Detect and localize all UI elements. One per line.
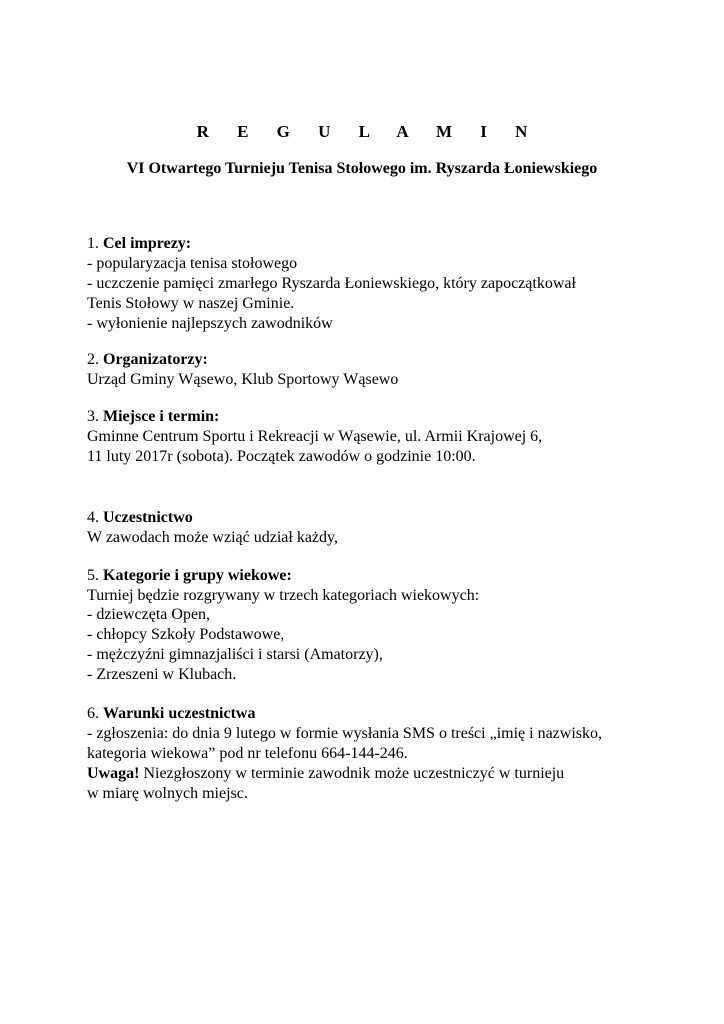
section-5-line: Turniej będzie rozgrywany w trzech kategoriach wiekowych:: [87, 587, 480, 604]
section-2-heading: [87, 350, 208, 370]
section-6-note-line: w miarę wolnych miejsc.: [87, 785, 248, 802]
section-4-line: W zawodach może wziąć udział każdy,: [87, 529, 338, 546]
document-subtitle: VI Otwartego Turnieju Tenisa Stołowego im. Ryszarda Łoniewskiego: [126, 160, 598, 177]
section-heading: Kategorie i grupy wiekowe:: [103, 567, 292, 584]
section-number: 3.: [87, 408, 99, 425]
section-6-heading: [87, 704, 255, 724]
note-text: Niezgłoszony w terminie zawodnik może uczestniczyć w turnieju: [139, 765, 565, 782]
section-4-heading: [87, 508, 193, 528]
section-number: 6.: [87, 705, 99, 722]
section-heading: Organizatorzy:: [103, 351, 208, 368]
section-6-note: [87, 764, 564, 784]
section-6-line: - zgłoszenia: do dnia 9 lutego w formie wysłania SMS o treści „imię i nazwisko,: [87, 725, 602, 742]
section-6-line: kategoria wiekowa” pod nr telefonu 664-144-246.: [87, 745, 408, 762]
section-1-line: - popularyzacja tenisa stołowego: [87, 255, 298, 272]
section-number: 2.: [87, 351, 99, 368]
section-heading: Cel imprezy:: [103, 235, 192, 252]
section-heading: Warunki uczestnictwa: [103, 705, 256, 722]
section-1-line: - uczczenie pamięci zmarłego Ryszarda Łoniewskiego, który zapoczątkował: [87, 275, 576, 292]
section-5-line: - Zrzeszeni w Klubach.: [87, 666, 237, 683]
section-number: 4.: [87, 509, 99, 526]
section-1-heading: [87, 234, 191, 254]
section-heading: Uczestnictwo: [103, 509, 193, 526]
section-5-line: - chłopcy Szkoły Podstawowe,: [87, 626, 285, 643]
section-number: 5.: [87, 567, 99, 584]
section-2-line: Urząd Gminy Wąsewo, Klub Sportowy Wąsewo: [87, 371, 399, 388]
section-5-heading: [87, 566, 292, 586]
section-5-line: - dziewczęta Open,: [87, 606, 211, 623]
document-title: R E G U L A M I N: [196, 122, 540, 141]
section-1-line: - wyłonienie najlepszych zawodników: [87, 315, 333, 332]
section-3-line: Gminne Centrum Sportu i Rekreacji w Wąsewie, ul. Armii Krajowej 6,: [87, 428, 543, 445]
section-3-line: 11 luty 2017r (sobota). Początek zawodów o godzinie 10:00.: [87, 448, 476, 465]
section-1-line: Tenis Stołowy w naszej Gminie.: [87, 295, 295, 312]
section-3-heading: [87, 407, 219, 427]
section-number: 1.: [87, 235, 99, 252]
section-5-line: - mężczyźni gimnazjaliści i starsi (Amatorzy),: [87, 646, 383, 663]
note-label: Uwaga!: [87, 765, 140, 782]
section-heading: Miejsce i termin:: [103, 408, 220, 425]
